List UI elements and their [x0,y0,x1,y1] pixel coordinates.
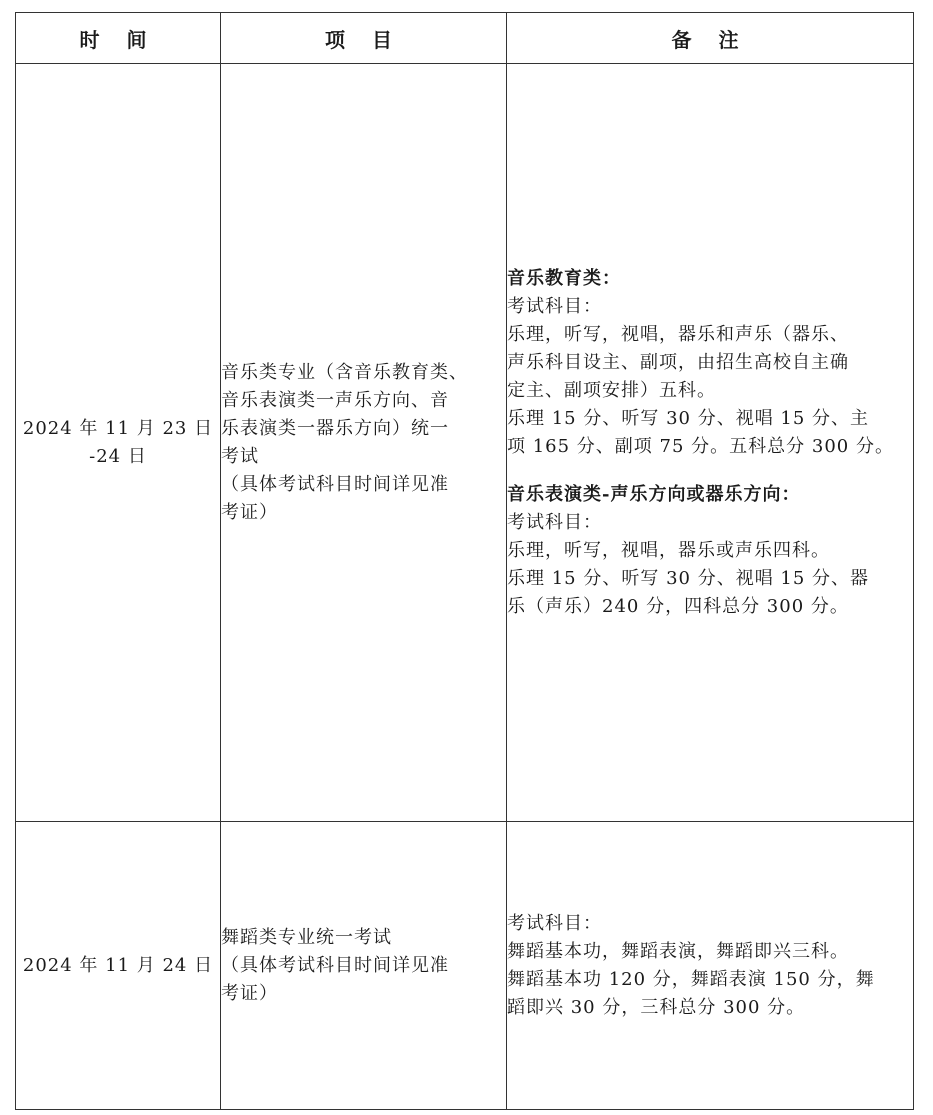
exam-schedule-table [15,12,914,1110]
time-cell [16,64,221,822]
note-line: 乐理，听写，视唱，器乐或声乐四科。 [507,539,830,561]
note-line: 乐理 15 分、听写 30 分、视唱 15 分、主 [507,407,870,429]
note-line: 蹈即兴 30 分，三科总分 300 分。 [507,996,806,1018]
note-line: 舞蹈基本功，舞蹈表演，舞蹈即兴三科。 [507,940,849,962]
item-line: （具体考试科目时间详见准 [221,473,449,495]
note-line: 考试科目： [507,511,602,533]
note-cell [507,822,914,1110]
item-line: 考试 [221,445,259,467]
note-line: 项 165 分、副项 75 分。五科总分 300 分。 [507,435,894,457]
item-line: 舞蹈类专业统一考试 [221,926,392,948]
section-title-music-education: 音乐教育类： [507,267,621,289]
time-line: -24 日 [89,445,147,467]
item-line: 考证） [221,501,278,523]
item-cell [221,64,507,822]
table-row [16,822,914,1110]
item-line: 乐表演类一器乐方向）统一 [221,417,449,439]
note-line: 乐理，听写，视唱，器乐和声乐（器乐、 [507,323,849,345]
note-cell [507,64,914,822]
header-time: 时 间 [16,13,221,64]
note-line: 乐（声乐）240 分，四科总分 300 分。 [507,595,849,617]
section-title-music-performance: 音乐表演类-声乐方向或器乐方向： [507,483,801,505]
section-gap [507,461,913,481]
item-cell [221,822,507,1110]
time-cell [16,822,221,1110]
table-row [16,64,914,822]
note-line: 舞蹈基本功 120 分，舞蹈表演 150 分，舞 [507,968,875,990]
header-note: 备 注 [507,13,914,64]
note-line: 考试科目： [507,912,602,934]
note-line: 声乐科目设主、副项，由招生高校自主确 [507,351,849,373]
item-line: （具体考试科目时间详见准 [221,954,449,976]
time-line: 2024 年 11 月 24 日 [22,954,214,976]
note-line: 乐理 15 分、听写 30 分、视唱 15 分、器 [507,567,870,589]
time-line: 2024 年 11 月 23 日 [22,417,214,439]
header-row [16,13,914,64]
note-line: 定主、副项安排）五科。 [507,379,716,401]
note-line: 考试科目： [507,295,602,317]
header-item: 项 目 [221,13,507,64]
item-line: 音乐类专业（含音乐教育类、 [221,361,468,383]
item-line: 考证） [221,982,278,1004]
item-line: 音乐表演类一声乐方向、音 [221,389,449,411]
